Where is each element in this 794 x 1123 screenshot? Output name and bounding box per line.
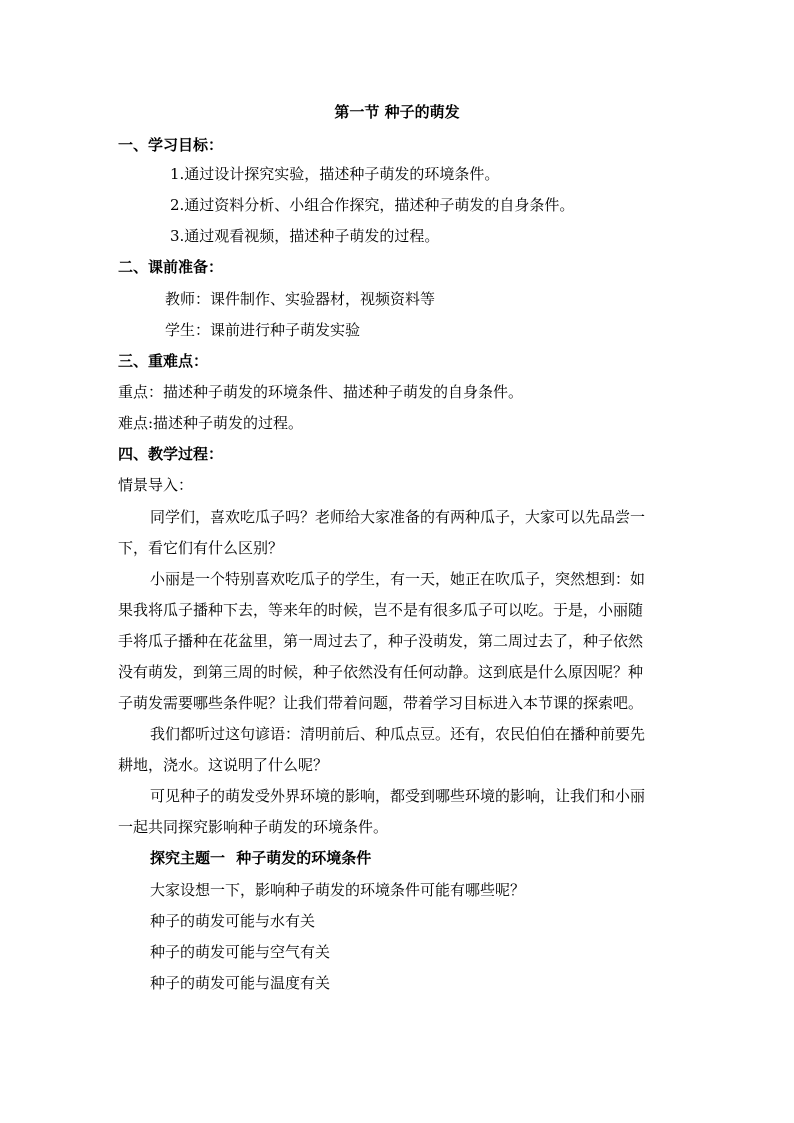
objective-item-1: 1.通过设计探究实验，描述种子萌发的环境条件。 — [170, 165, 500, 183]
paragraph-1-line-2: 下，看它们有什么区别？ — [118, 539, 284, 557]
preparation-heading: 二、课前准备： — [118, 258, 224, 276]
difficult-point-text: 难点:描述种子萌发的过程。 — [118, 414, 304, 432]
hypothesis-air: 种子的萌发可能与空气有关 — [150, 943, 331, 961]
objectives-heading: 一、学习目标： — [118, 136, 224, 154]
page-title: 第一节 种子的萌发 — [334, 103, 460, 121]
paragraph-2-line-3: 手将瓜子播种在花盆里，第一周过去了，种子没萌发，第二周过去了，种子依然 — [118, 632, 644, 650]
paragraph-2-line-1: 小丽是一个特别喜欢吃瓜子的学生，有一天，她正在吹瓜子，突然想到：如 — [150, 570, 646, 588]
process-heading: 四、教学过程： — [118, 445, 224, 463]
preparation-teacher: 教师：课件制作、实验器材，视频资料等 — [165, 290, 436, 308]
environment-question: 大家设想一下，影响种子萌发的环境条件可能有哪些呢？ — [150, 881, 526, 899]
theme-1-heading: 探究主题一 种子萌发的环境条件 — [150, 849, 372, 867]
paragraph-3-line-2: 耕地，浇水。这说明了什么呢？ — [118, 756, 329, 774]
paragraph-2-line-5: 子萌发需要哪些条件呢？让我们带着问题，带着学习目标进入本节课的探索吧。 — [118, 694, 644, 712]
paragraph-4-line-1: 可见种子的萌发受外界环境的影响，都受到哪些环境的影响，让我们和小丽 — [150, 787, 646, 805]
hypothesis-temperature: 种子的萌发可能与温度有关 — [150, 974, 331, 992]
intro-label: 情景导入： — [118, 476, 194, 494]
objective-item-3: 3.通过观看视频，描述种子萌发的过程。 — [170, 227, 440, 245]
paragraph-1-line-1: 同学们，喜欢吃瓜子吗？老师给大家准备的有两种瓜子，大家可以先品尝一 — [150, 508, 646, 526]
paragraph-2-line-4: 没有萌发，到第三周的时候，种子依然没有任何动静。这到底是什么原因呢？种 — [118, 663, 644, 681]
objective-item-2: 2.通过资料分析、小组合作探究，描述种子萌发的自身条件。 — [170, 196, 575, 214]
hypothesis-water: 种子的萌发可能与水有关 — [150, 912, 316, 930]
key-points-heading: 三、重难点： — [118, 352, 209, 370]
key-point-text: 重点：描述种子萌发的环境条件、描述种子萌发的自身条件。 — [118, 383, 524, 401]
paragraph-2-line-2: 果我将瓜子播种下去，等来年的时候，岂不是有很多瓜子可以吃。于是，小丽随 — [118, 601, 644, 619]
preparation-student: 学生：课前进行种子萌发实验 — [165, 321, 361, 339]
paragraph-4-line-2: 一起共同探究影响种子萌发的环境条件。 — [118, 818, 389, 836]
paragraph-3-line-1: 我们都听过这句谚语：清明前后、种瓜点豆。还有，农民伯伯在播种前要先 — [150, 725, 646, 743]
